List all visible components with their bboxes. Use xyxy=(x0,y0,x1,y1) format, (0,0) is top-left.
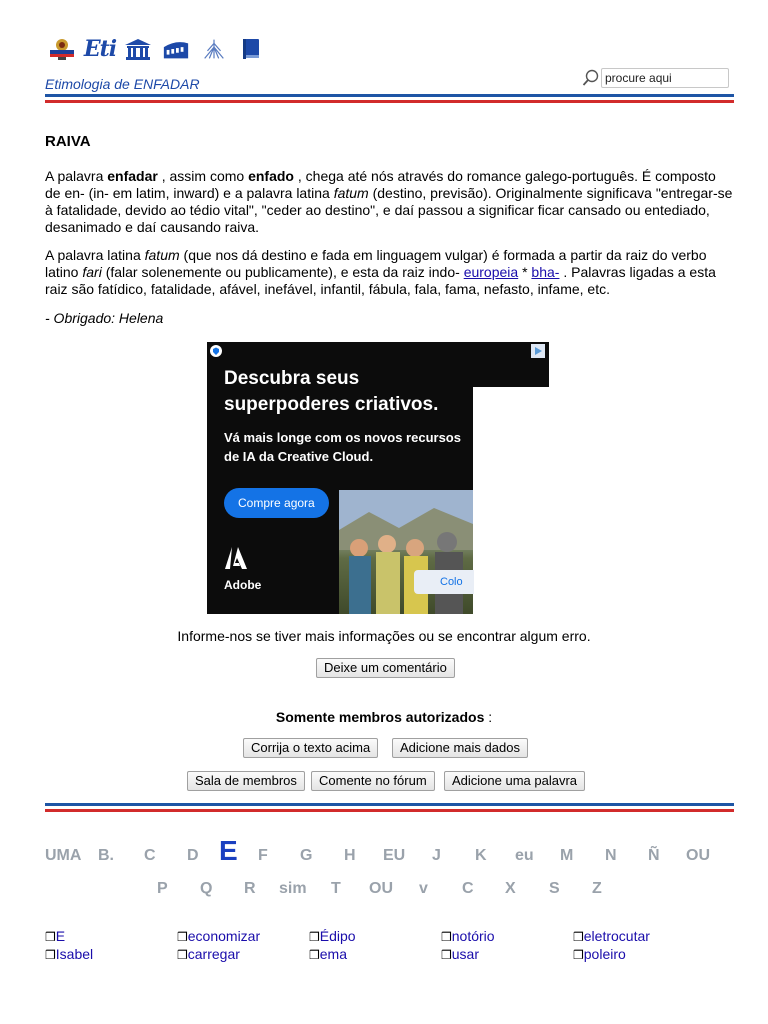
ad-choices-icon[interactable] xyxy=(531,344,545,358)
ad-brand: Adobe xyxy=(224,578,262,592)
correct-text-button[interactable]: Corrija o texto acima xyxy=(243,738,378,758)
related-word-link[interactable] xyxy=(441,928,495,944)
checkbox-bullet-icon: ❒ xyxy=(309,930,320,944)
related-word-text: eletrocutar xyxy=(583,928,650,944)
text: (falar solenemente ou publicamente), e esta da raiz indo- xyxy=(101,264,464,280)
alphabet-letter[interactable]: D xyxy=(187,847,199,864)
related-word-link[interactable] xyxy=(177,946,240,962)
section-heading: RAIVA xyxy=(45,133,91,150)
text: (que nos dá destino e fada em linguagem vulgar) é formada a partir da raiz do verbo latino xyxy=(45,247,707,280)
link-europeia[interactable]: europeia xyxy=(463,264,519,280)
italic-term: fatum xyxy=(333,185,369,201)
related-word-link[interactable] xyxy=(573,946,626,962)
related-word-text: notório xyxy=(451,928,495,944)
related-word-link[interactable] xyxy=(45,946,93,962)
book-icon[interactable] xyxy=(238,37,266,61)
bottom-divider xyxy=(45,803,734,812)
alphabet-letter[interactable]: EU xyxy=(383,847,406,864)
members-line xyxy=(0,709,768,725)
related-word-link[interactable] xyxy=(177,928,260,944)
alphabet-letter[interactable]: Z xyxy=(592,880,602,897)
related-word-link[interactable] xyxy=(441,946,479,962)
alphabet-letter[interactable]: v xyxy=(419,880,428,897)
alphabet-letter[interactable]: Q xyxy=(200,880,213,897)
link-bha[interactable]: bha- xyxy=(531,264,560,280)
page-title: Etimologia de ENFADAR xyxy=(45,76,200,92)
comment-button[interactable]: Deixe um comentário xyxy=(316,658,455,678)
italic-term: fari xyxy=(82,264,102,280)
alphabet-letter[interactable]: M xyxy=(560,847,574,864)
members-label: Somente membros autorizados xyxy=(275,709,485,725)
related-word-text: economizar xyxy=(187,928,261,944)
alphabet-letter[interactable]: C xyxy=(462,880,474,897)
ad-headline: Descubra seus superpoderes criativos. xyxy=(224,368,439,415)
alphabet-letter[interactable]: Ñ xyxy=(648,847,660,864)
ad-cta-button[interactable]: Compre agora xyxy=(224,488,329,518)
alphabet-letter[interactable]: J xyxy=(432,847,441,864)
colosseum-icon[interactable] xyxy=(162,37,190,61)
text: A palavra xyxy=(45,168,108,184)
credit-line: - Obrigado: Helena xyxy=(45,310,164,326)
checkbox-bullet-icon: ❒ xyxy=(309,948,320,962)
ad-subtext: Vá mais longe com os novos recursos de IA da Creative Cloud. xyxy=(224,430,461,464)
text: , chega até nós através do romance galego-português. É composto de en- (in- em latim, inward) e a palavra latina xyxy=(45,168,716,201)
alphabet-letter[interactable]: H xyxy=(344,847,356,864)
related-word-link[interactable] xyxy=(573,928,650,944)
ad-photo xyxy=(339,490,473,614)
alphabet-letter-current[interactable]: E xyxy=(219,835,238,866)
roots-icon[interactable] xyxy=(200,37,228,61)
adobe-logo-icon xyxy=(224,546,248,570)
related-word-link[interactable] xyxy=(309,928,356,944)
top-divider xyxy=(45,94,734,103)
ad-badge-text: Colo xyxy=(440,576,463,588)
alphabet-letter[interactable]: sim xyxy=(279,880,307,897)
alphabet-letter[interactable]: B. xyxy=(98,847,114,864)
related-word-text: E xyxy=(55,928,66,944)
related-word-text: Édipo xyxy=(319,928,356,944)
alphabet-letter[interactable]: UMA xyxy=(45,847,82,864)
members-room-button[interactable]: Sala de membros xyxy=(187,771,305,791)
alphabet-letter[interactable]: N xyxy=(605,847,617,864)
bold-term: enfadar xyxy=(107,168,158,184)
related-word-text: ema xyxy=(319,946,347,962)
related-word-text: usar xyxy=(451,946,479,962)
checkbox-bullet-icon: ❒ xyxy=(573,948,584,962)
text: * xyxy=(518,264,532,280)
search-box xyxy=(582,68,729,88)
header-icon-bar xyxy=(48,36,266,62)
ad-info-icon[interactable] xyxy=(209,344,223,358)
checkbox-bullet-icon: ❒ xyxy=(177,948,188,962)
checkbox-bullet-icon: ❒ xyxy=(441,948,452,962)
text: . Palavras ligadas a esta raiz são fatídico, fatalidade, afável, inefável, infantil, fábula, fala, fama, nefasto, infame, etc. xyxy=(45,264,716,297)
paragraph-1 xyxy=(45,168,735,236)
add-data-button[interactable]: Adicione mais dados xyxy=(392,738,528,758)
paragraph-2 xyxy=(45,247,735,298)
eti-logo-icon[interactable] xyxy=(83,36,117,62)
checkbox-bullet-icon: ❒ xyxy=(45,930,56,944)
alphabet-letter[interactable]: eu xyxy=(515,847,534,864)
related-word-link[interactable] xyxy=(309,946,347,962)
checkbox-bullet-icon: ❒ xyxy=(441,930,452,944)
members-suffix: : xyxy=(484,709,493,725)
alphabet-letter[interactable]: G xyxy=(300,847,313,864)
search-icon[interactable] xyxy=(582,69,600,87)
checkbox-bullet-icon: ❒ xyxy=(45,948,56,962)
related-word-text: carregar xyxy=(187,946,240,962)
checkbox-bullet-icon: ❒ xyxy=(177,930,188,944)
italic-term: fatum xyxy=(144,247,180,263)
search-input[interactable] xyxy=(601,68,729,88)
related-word-text: poleiro xyxy=(583,946,626,962)
eti-logo-text: Eti xyxy=(83,36,117,62)
ad-badge xyxy=(414,570,474,594)
text: , assim como xyxy=(157,168,249,184)
forum-comment-button[interactable]: Comente no fórum xyxy=(311,771,435,791)
alphabet-letter[interactable]: OU xyxy=(686,847,710,864)
alphabet-letter[interactable]: S xyxy=(549,880,560,897)
bold-term: enfado xyxy=(248,168,294,184)
alphabet-letter[interactable]: R xyxy=(244,880,256,897)
add-word-button[interactable]: Adicione uma palavra xyxy=(444,771,585,791)
checkbox-bullet-icon: ❒ xyxy=(573,930,584,944)
emblem-icon[interactable] xyxy=(48,37,76,61)
text: (destino, previsão). Originalmente significava "entregar-se à fatalidade, devido ao tédio vital", "ceder ao destino", e daí passou a significar ficar cansado ou entediado, desanimado e daí causando raiva. xyxy=(45,185,733,235)
alphabet-letter[interactable]: C xyxy=(144,847,156,864)
advertisement[interactable] xyxy=(207,342,549,614)
alphabet-letter[interactable]: OU xyxy=(369,880,393,897)
feedback-message: Informe-nos se tiver mais informações ou se encontrar algum erro. xyxy=(177,628,591,644)
alphabet-letter[interactable]: P xyxy=(157,880,168,897)
alphabet-letter[interactable]: X xyxy=(505,880,516,897)
text: A palavra latina xyxy=(45,247,145,263)
temple-icon[interactable] xyxy=(124,37,152,61)
alphabet-letter[interactable]: F xyxy=(258,847,268,864)
related-word-text: Isabel xyxy=(55,946,94,962)
alphabet-letter[interactable]: T xyxy=(331,880,341,897)
related-word-link[interactable] xyxy=(45,928,65,944)
alphabet-letter[interactable]: K xyxy=(475,847,487,864)
